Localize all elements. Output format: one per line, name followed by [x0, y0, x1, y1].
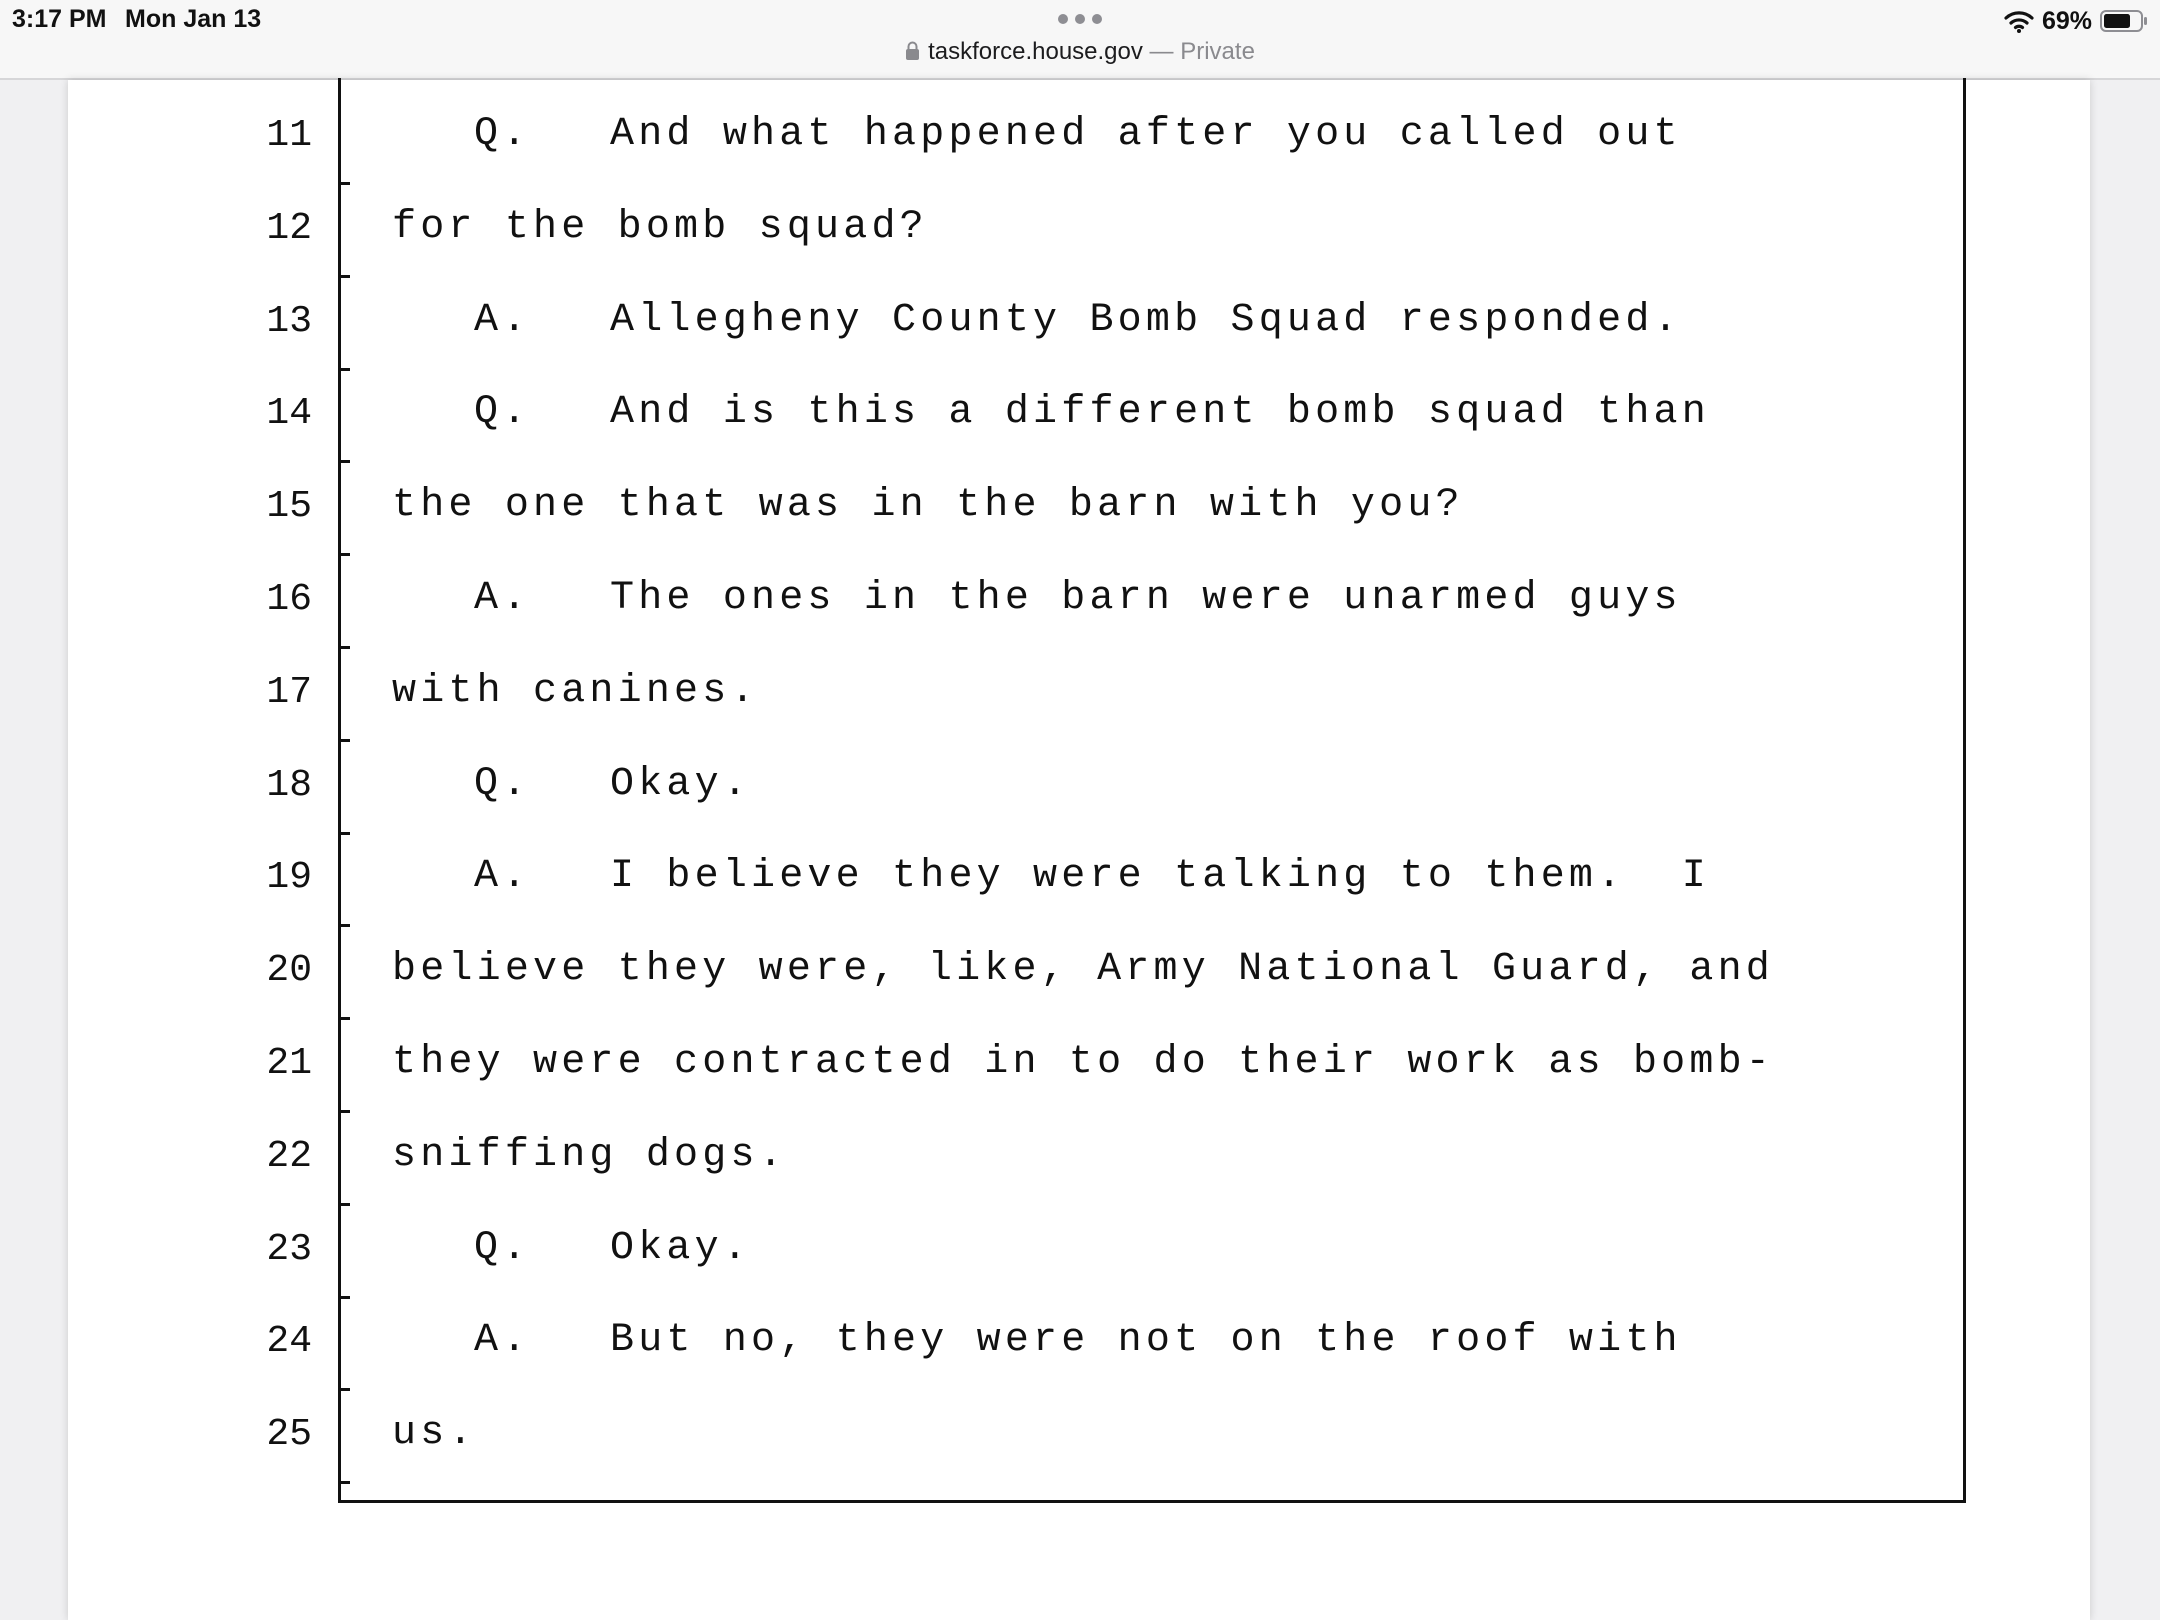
- line-body: And is this a different bomb squad than: [610, 390, 1710, 436]
- line-tick: [338, 1203, 350, 1206]
- line-body: Okay.: [610, 761, 752, 807]
- line-body: believe they were, like, Army National Guard, and: [392, 947, 1774, 993]
- line-number: 20: [266, 949, 312, 993]
- private-label: Private: [1180, 38, 1255, 65]
- transcript-line: [474, 762, 751, 807]
- line-body: Allegheny County Bomb Squad responded.: [610, 297, 1682, 343]
- line-tick: [338, 460, 350, 463]
- lock-icon: [905, 41, 920, 61]
- transcript-line: [474, 112, 1682, 157]
- line-tick: [338, 182, 350, 185]
- line-tick: [338, 553, 350, 556]
- transcript-line: [392, 669, 759, 714]
- transcript-line: [392, 1411, 477, 1456]
- url-separator: —: [1149, 38, 1174, 65]
- line-number: 23: [266, 1227, 312, 1271]
- speaker-label: Q.: [474, 112, 531, 157]
- transcript-line: [392, 1133, 787, 1178]
- status-time: 3:17 PM: [12, 5, 107, 33]
- transcript-line: [474, 576, 1682, 621]
- more-dots-icon[interactable]: [1057, 13, 1103, 25]
- line-tick: [338, 1388, 350, 1391]
- transcript-line: [474, 854, 1710, 899]
- speaker-label: A.: [474, 297, 531, 343]
- status-right: [2004, 4, 2148, 38]
- transcript-line: [392, 1040, 1774, 1085]
- line-tick: [338, 275, 350, 278]
- line-number: 13: [266, 299, 312, 343]
- line-number: 17: [266, 670, 312, 714]
- speaker-label: A.: [474, 854, 531, 900]
- line-tick: [338, 1481, 350, 1484]
- transcript-line: [392, 483, 1464, 528]
- line-body: for the bomb squad?: [392, 204, 928, 250]
- line-tick: [338, 368, 350, 371]
- transcript-line: [474, 298, 1682, 343]
- line-body: sniffing dogs.: [392, 1132, 787, 1178]
- battery-icon: [2100, 9, 2148, 33]
- line-body: us.: [392, 1411, 477, 1457]
- status-bar: [0, 0, 2160, 80]
- line-body: But no, they were not on the roof with: [610, 1318, 1682, 1364]
- url-domain: taskforce.house.gov: [928, 38, 1143, 65]
- line-body: I believe they were talking to them. I: [610, 854, 1710, 900]
- line-tick: [338, 924, 350, 927]
- line-tick: [338, 1110, 350, 1113]
- speaker-label: A.: [474, 1318, 531, 1364]
- line-number: 22: [266, 1134, 312, 1178]
- line-number: 12: [266, 206, 312, 250]
- transcript-line: [474, 1226, 751, 1271]
- transcript-line: [474, 1318, 1682, 1363]
- address-bar[interactable]: [0, 38, 2160, 66]
- line-number: 21: [266, 1042, 312, 1085]
- transcript-line: [392, 205, 928, 250]
- speaker-label: Q.: [474, 390, 531, 436]
- line-number: 24: [266, 1320, 312, 1364]
- line-body: they were contracted in to do their work as bomb-: [392, 1040, 1774, 1085]
- line-tick: [338, 739, 350, 742]
- line-number: 11: [266, 114, 312, 157]
- status-date: Mon Jan 13: [125, 5, 262, 33]
- line-body: the one that was in the barn with you?: [392, 483, 1464, 529]
- line-number: 15: [266, 485, 312, 529]
- transcript-line: [474, 390, 1710, 435]
- line-body: And what happened after you called out: [610, 112, 1682, 157]
- line-body: with canines.: [392, 668, 759, 714]
- speaker-label: Q.: [474, 761, 531, 807]
- line-tick: [338, 646, 350, 649]
- line-tick: [338, 1017, 350, 1020]
- line-number: 18: [266, 763, 312, 807]
- line-number: 14: [266, 392, 312, 436]
- transcript-line: [392, 947, 1774, 992]
- wifi-icon: [2004, 9, 2034, 33]
- speaker-label: A.: [474, 576, 531, 621]
- speaker-label: Q.: [474, 1225, 531, 1271]
- battery-percent: 69%: [2041, 6, 2092, 35]
- line-number: 19: [266, 856, 312, 900]
- line-body: Okay.: [610, 1225, 752, 1271]
- line-number: 25: [266, 1413, 312, 1457]
- line-tick: [338, 832, 350, 835]
- line-tick: [338, 1296, 350, 1299]
- line-number: 16: [266, 578, 312, 621]
- line-body: The ones in the barn were unarmed guys: [610, 576, 1682, 621]
